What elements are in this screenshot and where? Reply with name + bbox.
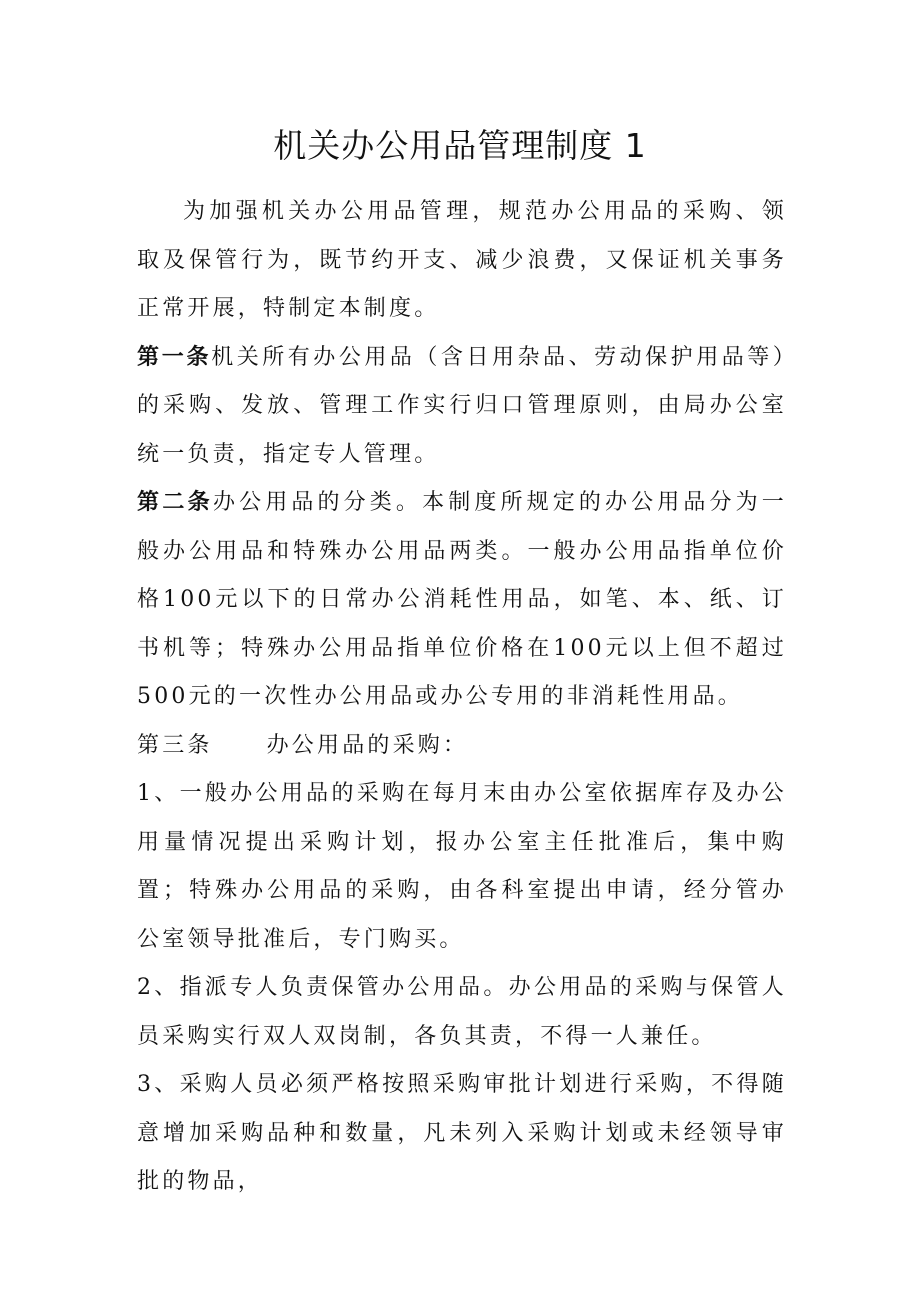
intro-paragraph: 为加强机关办公用品管理，规范办公用品的采购、领取及保管行为，既节约开支、减少浪费，又保证机关事务正常开展，特制定本制度。 bbox=[137, 199, 787, 321]
list-item: 3、采购人员必须严格按照采购审批计划进行采购，不得随意增加采购品种和数量，凡未列入采购计划或未经领导审批的物品， bbox=[137, 1072, 787, 1194]
document-body bbox=[137, 188, 787, 1207]
list-item: 2、指派专人负责保管办公用品。办公用品的采购与保管人员采购实行双人双岗制，各负其责，不得一人兼任。 bbox=[137, 975, 787, 1049]
article-2-text: 办公用品的分类。本制度所规定的办公用品分为一般办公用品和特殊办公用品两类。一般办公用品指单位价格100元以下的日常办公消耗性用品，如笔、本、纸、订书机等；特殊办公用品指单位价格在100元以上但不超过500元的一次性办公用品或办公专用的非消耗性用品。 bbox=[137, 490, 787, 709]
article-1 bbox=[137, 334, 787, 480]
article-2 bbox=[137, 479, 787, 722]
list-item: 1、一般办公用品的采购在每月末由办公室依据库存及办公用量情况提出采购计划，报办公室主任批准后，集中购置；特殊办公用品的采购，由各科室提出申请，经分管办公室领导批准后，专门购买。 bbox=[137, 781, 787, 952]
page-title: 机关办公用品管理制度 1 bbox=[273, 126, 647, 165]
article-3 bbox=[137, 722, 787, 771]
article-3-heading: 第三条 bbox=[137, 732, 213, 758]
article-1-heading: 第一条 bbox=[137, 344, 212, 370]
article-1-text: 机关所有办公用品（含日用杂品、劳动保护用品等）的采购、发放、管理工作实行归口管理原则，由局办公室统一负责，指定专人管理。 bbox=[137, 344, 787, 467]
article-3-text: 办公用品的采购： bbox=[266, 732, 469, 758]
article-2-heading: 第二条 bbox=[137, 490, 213, 515]
